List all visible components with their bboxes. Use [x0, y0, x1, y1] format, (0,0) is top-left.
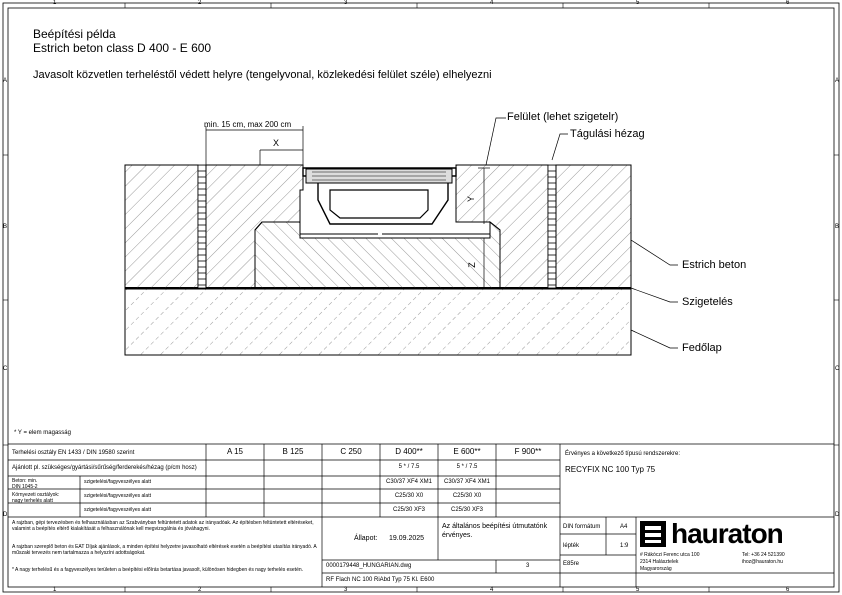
thickness-row-label: Ajánlott pl. szükséges/gyártási/sűrűség/ferderekés/hézag (p/cm hosz) [12, 465, 197, 471]
note-1: A rajzban, gépi tervezésben és felhasználásban az Szabványban feltüntetett adatok az irányadóak. Az építésben feltüntetett eltéréseket, valamint a beépítés eltérő kialakítását a felhasználónak kell megvizsgálnia és jóváhagyni. [12, 520, 314, 532]
exposure-row-label: Környezeti osztályok: nagy terhelés alatt [12, 492, 60, 504]
validity-note: Az általános beépítési útmutatónk érvényes. [442, 523, 548, 539]
sheet-number: 3 [526, 563, 530, 569]
d400-exposure: C25/30 X0 [394, 493, 424, 499]
dim-y-label: Y [466, 195, 477, 203]
row-letter-a: A [3, 78, 8, 84]
col-number-bottom-1: 1 [53, 587, 57, 593]
col-number-bottom-2: 2 [198, 587, 202, 593]
e600-exposure: C25/30 X0 [452, 493, 482, 499]
col-number-1: 1 [53, 0, 57, 6]
dim-range-label: min. 15 cm, max 200 cm [204, 120, 292, 129]
class-f900: F 900** [514, 447, 542, 456]
d400-frost: C25/30 XF3 [392, 507, 426, 513]
surface-label: Felület (lehet szigetelr) [507, 111, 619, 123]
class-a15: A 15 [226, 447, 243, 456]
exposure-row-sub: szigetelési/fagyveszélyes alatt [84, 493, 151, 499]
company-address-3: Magyarország [640, 566, 672, 572]
joint-left [198, 165, 206, 288]
company-address-1: # Rákóczi Ferenc utca 100 [640, 552, 700, 558]
estrich-left [125, 165, 198, 288]
dim-x-label: X [273, 138, 280, 148]
title-line-1: Beépítési példa [33, 27, 116, 41]
e600-frost: C25/30 XF3 [450, 507, 484, 513]
hauraton-logo-mark [640, 521, 666, 547]
note-3: * A nagy terhelésű és a fagyveszélyes területen a beépítési előírás betartása javasolt, különösen hidegben és nagy terhelés esetén. [12, 567, 304, 573]
col-number-6: 6 [786, 0, 790, 6]
col-number-5: 5 [636, 0, 640, 6]
joint-right [548, 165, 556, 288]
class-c250: C 250 [340, 447, 362, 456]
concrete-row-sub: szigetelési/fagyveszélyes alatt [84, 479, 151, 485]
load-class-row-label: Terhelési osztály EN 1433 / DIN 19580 szerint [12, 450, 135, 456]
row-letter-d-right: D [835, 512, 840, 518]
company-email: ihoz@hauraton.hu [742, 559, 783, 565]
row-letter-c: C [3, 366, 8, 372]
company-name: hauraton [671, 518, 783, 549]
scale-label: lépték [563, 543, 580, 549]
din-format-label: DIN formátum [563, 524, 601, 530]
bedding-concrete [255, 222, 500, 288]
class-e600: E 600** [453, 447, 481, 456]
cover-layer [125, 289, 631, 355]
d400-thickness: 5 * / 7.5 [398, 464, 420, 470]
company-address-2: 2314 Halásztelek [640, 559, 679, 565]
cover-label: Fedőlap [682, 342, 722, 354]
date-value: 19.09.2025 [389, 535, 425, 542]
col-number-3: 3 [344, 0, 348, 6]
company-phone: Tel: +36 24 521390 [742, 552, 785, 558]
col-number-bottom-4: 4 [490, 587, 494, 593]
class-b125: B 125 [282, 447, 304, 456]
e600-concrete: C30/37 XF4 XM1 [443, 479, 491, 485]
col-number-bottom-6: 6 [786, 587, 790, 593]
class-d400: D 400** [395, 447, 423, 456]
din-format-value: A4 [620, 524, 628, 530]
col-number-bottom-3: 3 [344, 587, 348, 593]
estrich-right [556, 165, 631, 288]
frost-row-sub: szigetelési/fagyveszélyes alatt [84, 507, 151, 513]
row-letter-a-right: A [835, 78, 840, 84]
placement-note: Javasolt közvetlen terheléstől védett helyre (tengelyvonal, közlekedési felület széle) elhelyezni [33, 69, 492, 81]
col-number-bottom-5: 5 [636, 587, 640, 593]
expansion-joint-label: Tágulási hézag [570, 128, 645, 140]
d400-concrete: C30/37 XF4 XM1 [385, 479, 433, 485]
product-name: RECYFIX NC 100 Typ 75 [565, 465, 656, 474]
row-letter-d: D [3, 512, 8, 518]
scale-value: 1:9 [620, 543, 629, 549]
title-line-2: Estrich beton class D 400 - E 600 [33, 41, 212, 55]
valid-for-label: Érvényes a következő típusú rendszerekre: [565, 451, 681, 457]
dim-z-label: Z [466, 262, 477, 268]
height-footnote: * Y = elem magasság [14, 430, 71, 436]
file-name: 0000179448_HUNGARIAN.dwg [326, 563, 412, 569]
col-number-2: 2 [198, 0, 202, 6]
insulation-label: Szigetelés [682, 296, 733, 308]
row-letter-b-right: B [835, 224, 840, 230]
concrete-row-label: Beton: min. DIN 1045-2 [12, 478, 38, 490]
col-number-4: 4 [490, 0, 494, 6]
drawing-title: RF Flach NC 100 RiAbd Typ 75 Kl. E600 [326, 577, 435, 583]
e600-thickness: 5 * / 7.5 [456, 464, 478, 470]
note-2: A rajzban szereplő beton és EAT Díjak ajánlások, a minden építési helyzetre javasolható eltérések esetén a beépítési utasítás irányadó. A műszaki tervezés nem tartalmazza a helyszíni adottságokat. [12, 544, 317, 556]
estrich-concrete-label: Estrich beton [682, 259, 747, 271]
drawing-code: E85re [563, 561, 580, 567]
row-letter-c-right: C [835, 366, 840, 372]
row-letter-b: B [3, 224, 8, 230]
date-label: Állapot: [354, 535, 378, 542]
